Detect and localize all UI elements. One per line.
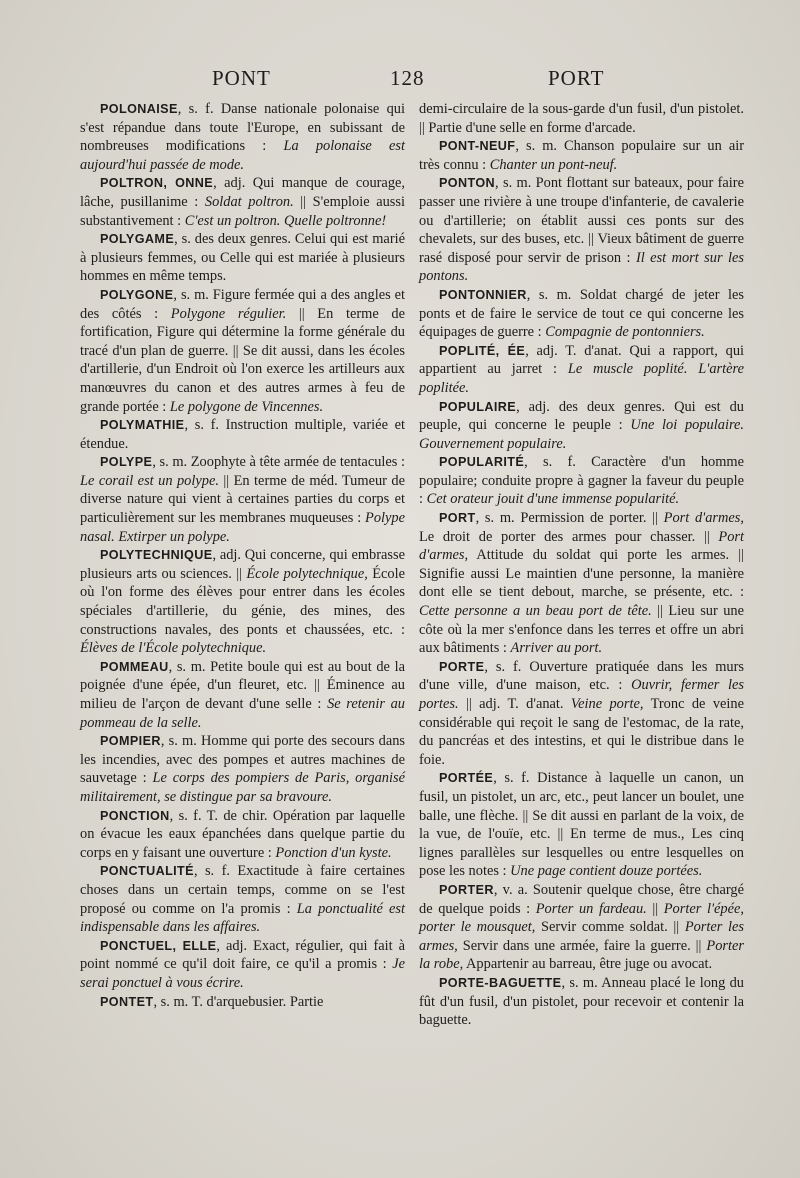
entry-example: Polygone régulier. [170, 305, 287, 322]
dictionary-entry [80, 658, 405, 732]
entry-example: Il est mort sur les pontons. [419, 249, 744, 285]
dictionary-entry [419, 509, 744, 658]
entry-definition: , s. m. Zoophyte à tête armée de tentacules : [152, 454, 405, 471]
entry-headword: POMMEAU [100, 659, 169, 674]
dictionary-entry [419, 658, 744, 770]
entry-definition: || S'emploie aussi substantivement : [80, 193, 405, 229]
entry-headword: POPULAIRE [439, 399, 517, 414]
dictionary-entry [80, 100, 405, 174]
entry-headword: PONCTUEL, ELLE [100, 938, 217, 953]
entry-example: École polytechnique, [246, 565, 368, 582]
dictionary-entry [419, 881, 744, 974]
dictionary-entry [80, 937, 405, 993]
entry-headword: PONCTUALITÉ [100, 864, 194, 879]
dictionary-entry [80, 807, 405, 863]
entry-example: Ponction d'un kyste. [275, 844, 392, 861]
entry-example: Soldat poltron. [204, 193, 294, 210]
dictionary-entry [419, 286, 744, 342]
entry-example: Cet orateur jouit d'une immense popularité. [426, 491, 680, 508]
page-number: 128 [390, 66, 425, 90]
entry-example: Porter l'épée, porter le mousquet, [419, 900, 744, 936]
dictionary-entry [419, 398, 744, 454]
entry-definition: , s. f. Danse nationale polonaise qui s'est répandue dans toute l'Europe, en subissant de nombreuses modifications : [80, 101, 405, 155]
entry-example: Porter un fardeau. [535, 900, 647, 917]
entry-headword: POLYMATHIE [100, 418, 185, 433]
entry-definition: Servir comme soldat. || [535, 919, 685, 936]
entry-definition: , s. f. Ouverture pratiquée dans les murs d'une ville, d'une maison, etc. : [419, 658, 744, 694]
entry-example: Compagnie de pontonniers. [545, 324, 705, 341]
entry-example: Une page contient douze portées. [510, 863, 703, 880]
dictionary-entry [419, 137, 744, 174]
entry-example: La ponctualité est indispensable dans les affaires. [80, 900, 405, 936]
entry-definition: , s. m. Permission de porter. || [475, 510, 664, 527]
entry-headword: POLTRON, ONNE [100, 176, 214, 191]
entry-example: Se retenir au pommeau de la selle. [80, 696, 405, 731]
entry-example: Je serai ponctuel à vous écrire. [80, 956, 405, 991]
entry-definition: , adj. des deux genres. Qui est du peuple, qui concerne le peuple : [419, 398, 744, 434]
entry-definition: , s. f. Distance à laquelle un canon, un fusil, un pistolet, un arc, etc., peut lancer un boulet, une balle, une flèche. || Se dit aussi en parlant de la voix, de la vue, de l'ouïe, etc. || En terme de mus., Les cinq lignes parallèles sur lesquelles ou entre lesquelles on pose les notes : [419, 770, 744, 880]
entry-headword: PONTON [439, 176, 496, 191]
entry-headword: PORTER [439, 882, 494, 897]
entry-headword: PONTONNIER [439, 287, 527, 302]
entry-headword: PORT [439, 511, 476, 526]
entry-definition: Attitude du soldat qui porte les armes. || Signifie aussi Le maintien d'une personne, la manière dont elle se tient debout, marche, se présente, etc. : [419, 547, 744, 601]
dictionary-entry [80, 732, 405, 806]
dictionary-entry [419, 100, 744, 137]
entry-definition: , s. m. Pont flottant sur bateaux, pour faire passer une rivière à une troupe d'infanterie, de cavalerie ou d'artillerie; on établit aussi ces ponts sur des chevalets, sur des buses, etc. || Vieux bâtiment de guerre rasé disposé pour servir de prison : [419, 175, 744, 266]
entry-example: Port d'armes, [663, 510, 744, 527]
dictionary-entry [419, 342, 744, 398]
dictionary-entry [80, 286, 405, 416]
entry-definition: , s. m. Figure fermée qui a des angles et des côtés : [80, 286, 405, 322]
entry-definition: Appartenir au barreau, être juge ou avocat. [463, 956, 713, 973]
entry-definition: , s. m. T. d'arquebusier. Partie [153, 993, 324, 1010]
entry-example: Arriver au port. [510, 640, 603, 657]
entry-definition: || [646, 900, 664, 917]
entry-definition: , s. f. Caractère d'un homme populaire; conduite propre à gagner la faveur du peuple : [419, 454, 744, 508]
entry-definition: || En terme de méd. Tumeur de diverse nature qui vient à certaines parties du corps et particulièrement sur les membranes muqueuses : [80, 472, 405, 527]
entry-example: Porter la robe, [419, 937, 744, 973]
entry-definition: , s. des deux genres. Celui qui est marié à plusieurs femmes, ou Celle qui est mariée à plusieurs hommes en même temps. [80, 231, 405, 285]
entry-example: Le polygone de Vincennes. [169, 398, 324, 415]
entry-headword: PONCTION [100, 808, 170, 823]
dictionary-entry [419, 974, 744, 1030]
entry-example: Élèves de l'École polytechnique. [80, 640, 267, 657]
entry-example: Porter les armes, [419, 919, 745, 954]
dictionary-entry [419, 453, 744, 509]
entry-headword: POLYTECHNIQUE [100, 548, 213, 563]
entry-definition: , s. m. Chanson populaire sur un air très connu : [419, 138, 744, 173]
dictionary-entry [80, 174, 405, 230]
dictionary-entry [80, 230, 405, 286]
entry-headword: PORTE-BAGUETTE [439, 975, 562, 990]
entry-definition: Tronc de veine considérable qui reçoit le sang de l'estomac, de la rate, du pancréas et des intestins, et qui le distribue dans le foie. [419, 696, 745, 768]
entry-definition: , adj. Exact, régulier, qui fait à point nommé ce qu'il doit faire, ce qu'il a promis : [80, 937, 405, 973]
dictionary-entry [80, 993, 405, 1012]
entry-definition: École où l'on forme des élèves pour entrer dans les écoles spéciales d'artillerie, du génie, des mines, des constructions navales, des ponts et chaussées, etc. : [80, 565, 406, 638]
entry-headword: PONT-NEUF [439, 139, 516, 154]
entry-definition: Servir dans une armée, faire la guerre. || [457, 937, 707, 954]
entry-headword: PORTÉE [439, 771, 494, 786]
entry-definition: , adj. Qui manque de courage, lâche, pusillanime : [80, 175, 405, 210]
entry-definition: , s. m. Anneau placé le long du fût d'un fusil, d'un pistolet, pour recevoir et contenir la baguette. [419, 974, 744, 1029]
entry-definition: , s. f. Instruction multiple, variée et étendue. [80, 417, 405, 452]
entry-headword: POLONAISE [100, 102, 178, 116]
entry-definition: , s. f. Exactitude à faire certaines choses dans un certain temps, comme on se l'est proposé ou comme on l'a promis : [80, 863, 405, 917]
entry-definition: demi-circulaire de la sous-garde d'un fusil, d'un pistolet. || Partie d'une selle en forme d'arcade. [419, 101, 744, 136]
entry-definition: || adj. T. d'anat. [458, 696, 571, 712]
page-header [0, 66, 800, 94]
entry-example: C'est un poltron. Quelle poltronne! [184, 212, 387, 229]
entry-example: Le corps des pompiers de Paris, organisé militairement, se distingue par sa bravoure. [80, 770, 405, 805]
entry-example: Port d'armes, [419, 528, 744, 564]
dictionary-entry [80, 862, 405, 936]
dictionary-entry [80, 453, 405, 546]
entry-definition: Le droit de porter des armes pour chasser. || [419, 528, 719, 545]
entry-example: Chanter un pont-neuf. [489, 156, 618, 173]
entry-definition: , adj. T. d'anat. Qui a rapport, qui appartient au jarret : [419, 342, 745, 378]
entry-headword: POLYGAME [100, 232, 175, 247]
entry-example: Ouvrir, fermer les portes. [419, 677, 744, 712]
dictionary-entry [419, 174, 744, 286]
dictionary-entry [419, 769, 744, 881]
entry-headword: POPULARITÉ [439, 455, 525, 470]
header-right-guide-word: PORT [548, 66, 605, 90]
entry-definition: , adj. Qui concerne, qui embrasse plusieurs arts ou sciences. || [80, 547, 405, 582]
right-column [419, 100, 744, 1030]
entry-headword: POPLITÉ, ÉE [439, 343, 526, 358]
entry-definition: , s. m. Soldat chargé de jeter les ponts et de faire le service de tout ce qui concerne les équipages de guerre : [419, 286, 744, 341]
dictionary-entry [80, 416, 405, 453]
entry-definition: , s. m. Petite boule qui est au bout de la poignée d'une épée, d'un fleuret, etc. || Éminence au milieu de l'arçon de devant d'une selle : [80, 658, 405, 712]
entry-headword: PORTE [439, 659, 485, 674]
entry-definition: , v. a. Soutenir quelque chose, être chargé de quelque poids : [419, 881, 744, 917]
header-left-guide-word: PONT [212, 66, 271, 90]
entry-example: Veine porte, [570, 696, 644, 712]
entry-example: Polype nasal. Extirper un polype. [80, 510, 405, 545]
entry-headword: POLYPE [100, 455, 153, 470]
entry-headword: POLYGONE [100, 287, 174, 302]
entry-example: Une loi populaire. Gouvernement populaire. [419, 417, 744, 452]
left-column [80, 100, 405, 1011]
entry-definition: , s. f. T. de chir. Opération par laquelle on évacue les eaux épanchées dans quelque partie du corps en y faisant une ouverture : [80, 807, 405, 861]
entry-example: La polonaise est aujourd'hui passée de mode. [80, 138, 406, 173]
entry-example: Le muscle poplité. L'artère poplitée. [419, 361, 744, 396]
dictionary-entry [80, 546, 405, 658]
entry-definition: || En terme de fortification, Figure qui détermine la forme générale du tracé d'un plan de guerre. || Se dit aussi, dans les écoles d'artillerie, d'un Endroit où l'on exerce les artilleurs aux manœuvres du canon et des autres armes à feu de grande portée : [80, 305, 405, 415]
entry-definition: , s. m. Homme qui porte des secours dans les incendies, avec des pompes et autres machines de sauvetage : [80, 733, 405, 787]
entry-example: Cette personne a un beau port de tête. [419, 603, 652, 620]
entry-headword: PONTET [100, 994, 154, 1009]
entry-definition: || Lieu sur une côte où la mer s'enfonce dans les terres et offre un abri aux bâtiments : [419, 603, 745, 657]
entry-headword: POMPIER [100, 734, 161, 749]
entry-example: Le corail est un polype. [80, 472, 219, 489]
